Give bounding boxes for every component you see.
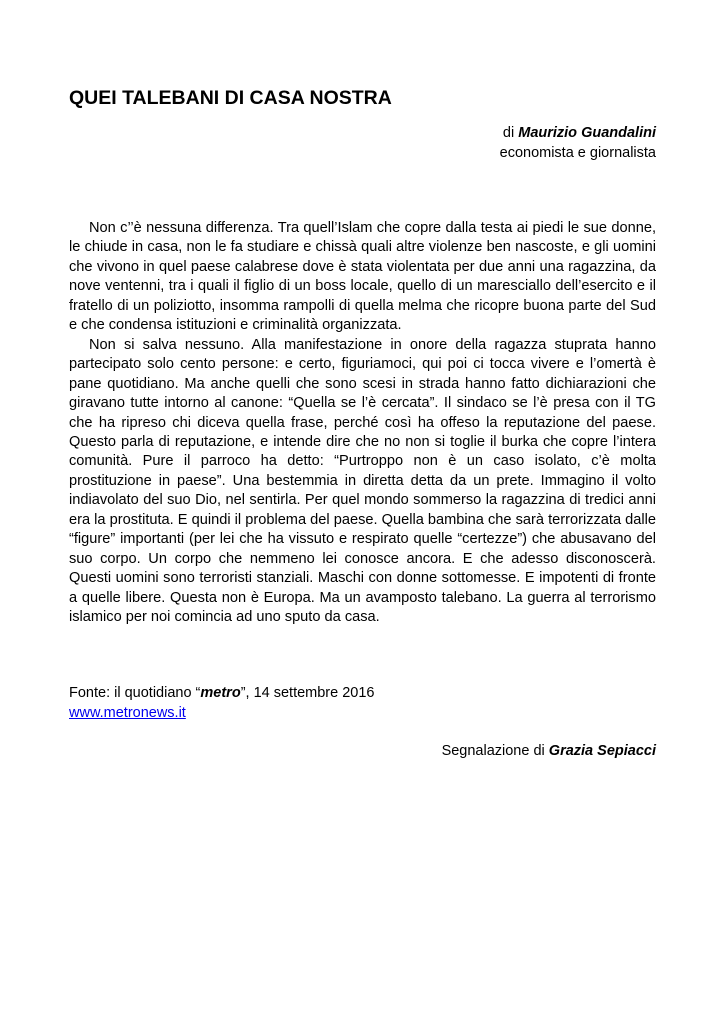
article-body <box>69 219 656 628</box>
byline-author-line <box>500 123 656 143</box>
signalazione-line <box>442 741 656 761</box>
document-page <box>69 0 656 1024</box>
signal-name: Grazia Sepiacci <box>548 743 656 759</box>
source-suffix: ”, 14 settembre 2016 <box>240 685 375 701</box>
author-role: economista e giornalista <box>499 145 656 161</box>
paragraph-2: Non si salva nessuno. Alla manifestazione in onore della ragazza stuprata hanno partecipato solo cento persone: e certo, figuriamoci, qui poi ci tocca vivere e l’omertà è pane quotidiano. Ma anche quelli che sono scesi in strada hanno fatto dichiarazioni che giravano tutte intorno al canone: “Quella se l’è cercata”. Il sindaco se l’è presa con il TG che ha ripreso chi diceva quella frase, perché così ha offeso la reputazione del paese. Questo parla di reputazione, e intende dire che no non si toglie il burka che copre l’intera comunità. Pure il parroco ha detto: “Purtroppo non è un caso isolato, c’è molta prostituzione in paese”. Una bestemmia in diretta detta da un prete. Immagino il volto indiavolato del suo Dio, nel sentirla. Per quel mondo sommerso la ragazzina di tredici anni era la prostituta. E quindi il problema del paese. Quella bambina che sarà terrorizzata dalle “figure” importanti (per lei che ha vissuto e respirato quelle “certezze”) che abusavano del suo corpo. Un corpo che nemmeno lei conosce ancora. E che adesso disconoscerà. Questi uomini sono terroristi stanziali. Maschi con donne sottomesse. E impotenti di fronte a quelle libere. Questa non è Europa. Ma un avamposto talebano. La guerra al terrorismo islamico per noi comincia ad uno sputo da casa. <box>69 336 656 626</box>
source-prefix: Fonte: il quotidiano “ <box>69 685 201 701</box>
paragraph-1: Non c’’è nessuna differenza. Tra quell’Islam che copre dalla testa ai piedi le sue donne, le chiude in casa, non le fa studiare e chissà quali altre violenze ben nascoste, e gli uomini che vivono in quel paese calabrese dove è stata violentata per due anni una ragazzina, da nove ventenni, tra i quali il figlio di un boss locale, quello di un maresciallo dell’esercito e il fratello di un poliziotto, insomma rampolli di quella melma che ricopre buona parte del Sud e che condensa istituzioni e criminalità organizzata. <box>69 220 656 334</box>
newspaper-name: metro <box>200 685 241 701</box>
article-title: QUEI TALEBANI DI CASA NOSTRA <box>69 87 392 109</box>
author-name: Maurizio Guandalini <box>518 125 656 141</box>
source-line <box>69 683 375 703</box>
source-block <box>69 683 375 723</box>
byline-prefix: di <box>502 125 519 141</box>
source-link[interactable]: www.metronews.it <box>69 705 186 721</box>
byline <box>500 123 656 163</box>
signal-prefix: Segnalazione di <box>441 743 549 759</box>
